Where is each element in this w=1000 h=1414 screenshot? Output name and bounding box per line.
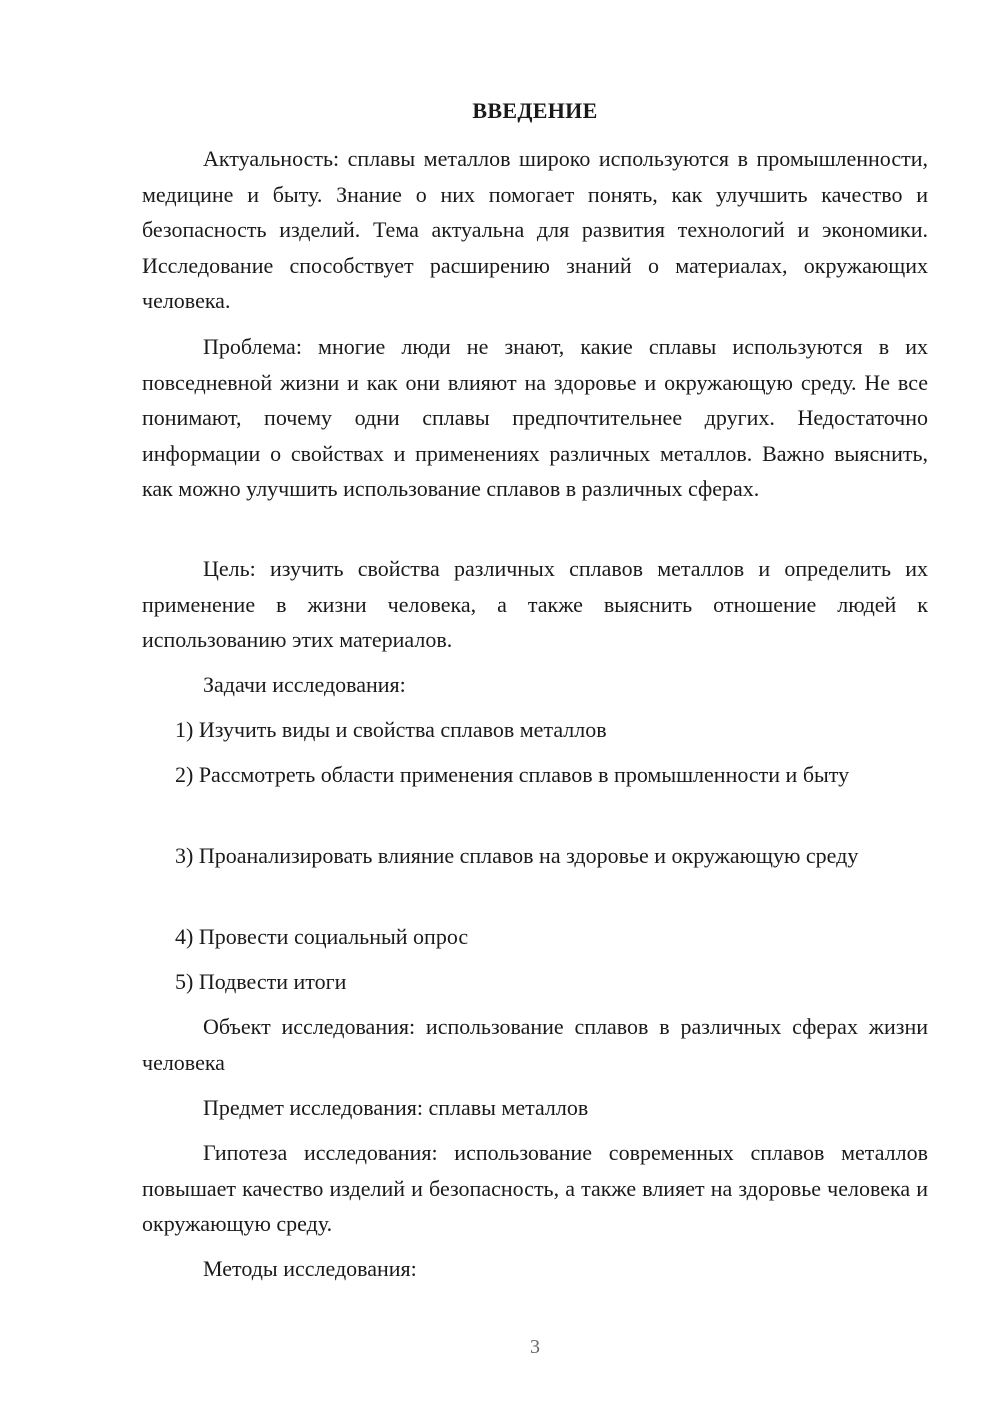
page-title: ВВЕДЕНИЕ [472, 98, 598, 123]
methods-title: Методы исследования: [203, 1256, 417, 1281]
task-item-2: 2) Рассмотреть области применения сплавов в промышленности и быту [175, 762, 850, 787]
document-page [142, 0, 928, 1414]
tasks-title: Задачи исследования: [203, 672, 406, 697]
subject-paragraph: Предмет исследования: сплавы металлов [203, 1095, 589, 1120]
goal-paragraph: Цель: изучить свойства различных сплавов металлов и определить их применение в жизни человека, а также выяснить отношение людей к использованию этих материалов. [142, 556, 928, 652]
hypothesis-paragraph: Гипотеза исследования: использование современных сплавов металлов повышает качество изделий и безопасность, а также влияет на здоровье человека и окружающую среду. [142, 1140, 928, 1236]
task-item-1: 1) Изучить виды и свойства сплавов металлов [175, 717, 607, 742]
relevance-paragraph: Актуальность: сплавы металлов широко используются в промышленности, медицине и быту. Знание о них помогает понять, как улучшить качество и безопасность изделий. Тема актуальна для развития технологий и экономики. Исследование способствует расширению знаний о материалах, окружающих человека. [142, 146, 928, 313]
task-item-5: 5) Подвести итоги [175, 969, 347, 994]
task-item-3: 3) Проанализировать влияние сплавов на здоровье и окружающую среду [175, 843, 859, 868]
problem-paragraph: Проблема: многие люди не знают, какие сплавы используются в их повседневной жизни и как они влияют на здоровье и окружающую среду. Не все понимают, почему одни сплавы предпочтительнее других. Недостаточно информации о свойствах и применениях различных металлов. Важно выяснить, как можно улучшить использование сплавов в различных сферах. [142, 334, 928, 501]
task-item-4: 4) Провести социальный опрос [175, 924, 469, 949]
page-number: 3 [530, 1336, 540, 1358]
object-paragraph: Объект исследования: использование сплавов в различных сферах жизни человека [142, 1014, 928, 1075]
